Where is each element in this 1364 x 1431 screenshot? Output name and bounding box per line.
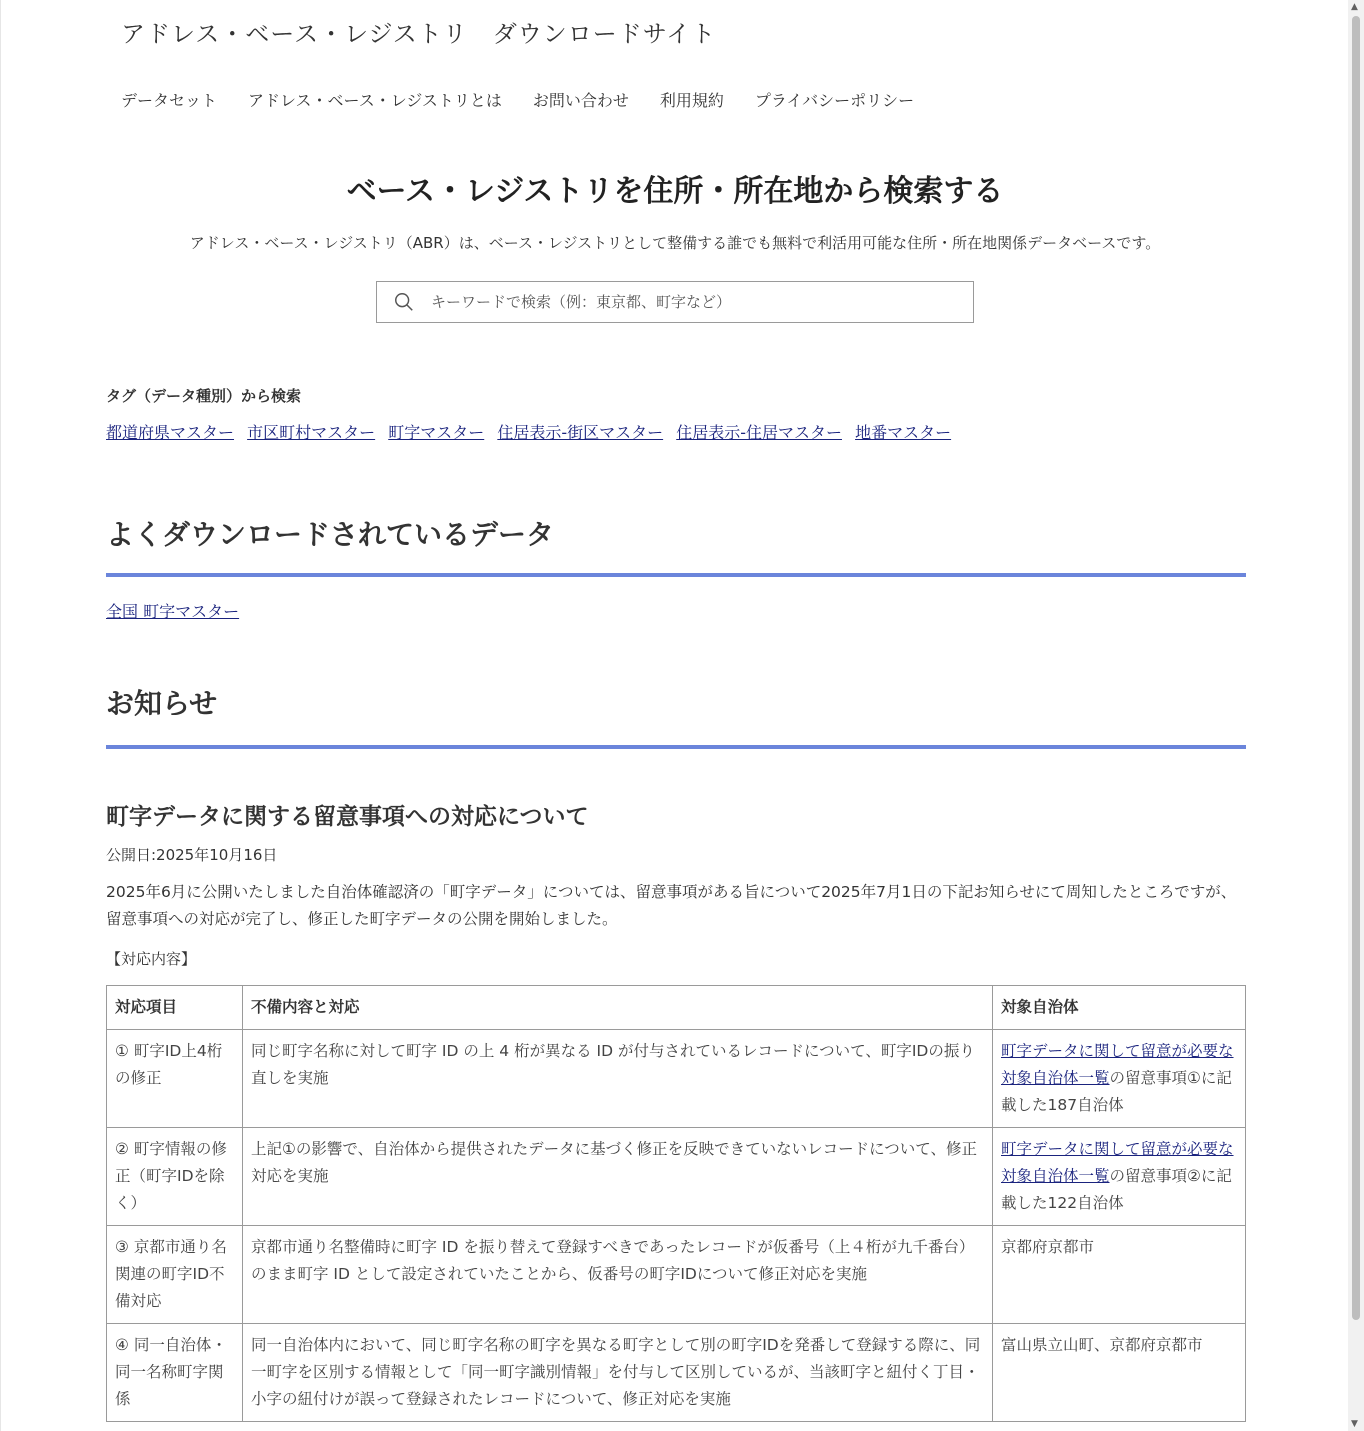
target-list-link[interactable]: 町字データに関して留意が必要な対象自治体一覧 [1001, 1042, 1234, 1087]
table-header: 対象自治体 [993, 986, 1246, 1030]
table-row [107, 1226, 1246, 1324]
search-box[interactable] [376, 281, 974, 323]
hero-title: ベース・レジストリを住所・所在地から検索する [346, 174, 1004, 209]
vertical-scrollbar[interactable] [1348, 0, 1364, 1431]
target-text: の留意事項②に記載した122自治体 [1001, 1167, 1232, 1212]
table-cell-content: 同一自治体内において、同じ町字名称の町字を異なる町字として別の町字IDを発番して登録する際に、同一町字を区別する情報として「同一町字識別情報」を付与して区別しているが、当該町字と紐付く丁目・小字の紐付けが誤って登録されたレコードについて、修正対応を実施 [243, 1324, 993, 1422]
table-cell-item: ③ 京都市通り名関連の町字ID不備対応 [107, 1226, 243, 1324]
scroll-up-arrow-icon[interactable]: ▲ [1351, 2, 1358, 12]
target-text: の留意事項①に記載した187自治体 [1001, 1069, 1232, 1114]
popular-heading: よくダウンロードされているデータ [106, 518, 555, 551]
news-article-date: 公開日:2025年10月16日 [106, 846, 278, 864]
table-cell-content: 同じ町字名称に対して町字 ID の上 4 桁が異なる ID が付与されているレコードについて、町字IDの振り直しを実施 [243, 1030, 993, 1128]
table-cell-item: ② 町字情報の修正（町字IDを除く） [107, 1128, 243, 1226]
nav-item-contact[interactable]: お問い合わせ [532, 91, 629, 110]
table-header: 対応項目 [107, 986, 243, 1030]
tag-link-parcel[interactable]: 地番マスター [855, 423, 952, 442]
site-title[interactable]: アドレス・ベース・レジストリ ダウンロードサイト [121, 20, 717, 48]
search-input[interactable] [429, 292, 953, 312]
tag-link-prefecture[interactable]: 都道府県マスター [106, 423, 235, 442]
nav-item-privacy[interactable]: プライバシーポリシー [754, 91, 915, 110]
table-cell-target: 京都府京都市 [993, 1226, 1246, 1324]
tag-link-residence[interactable]: 住居表示-住居マスター [676, 423, 842, 442]
target-list-link[interactable]: 町字データに関して留意が必要な対象自治体一覧 [1001, 1140, 1234, 1185]
table-cell-target: 富山県立山町、京都府京都市 [993, 1324, 1246, 1422]
scroll-down-arrow-icon[interactable]: ▼ [1351, 1419, 1358, 1429]
section-divider [106, 745, 1246, 749]
table-header: 不備内容と対応 [243, 986, 993, 1030]
correction-table [106, 985, 1246, 1422]
global-nav [121, 88, 945, 111]
news-article-body: 2025年6月に公開いたしました自治体確認済の「町字データ」については、留意事項がある旨について2025年7月1日の下記お知らせにて周知したところですが、留意事項への対応が完了し、修正した町字データの公開を開始しました。 [106, 883, 1237, 928]
nav-item-about[interactable]: アドレス・ベース・レジストリとは [248, 91, 502, 110]
table-cell-target [993, 1030, 1246, 1128]
search-icon [393, 291, 415, 313]
scrollbar-thumb[interactable] [1352, 16, 1360, 1320]
hero-description: アドレス・ベース・レジストリ（ABR）は、ベース・レジストリとして整備する誰でも無料で利活用可能な住所・所在地関係データベースです。 [189, 234, 1161, 252]
tag-link-municipality[interactable]: 市区町村マスター [247, 423, 376, 442]
news-heading: お知らせ [106, 687, 218, 720]
table-cell-content: 上記①の影響で、自治体から提供されたデータに基づく修正を反映できていないレコードについて、修正対応を実施 [243, 1128, 993, 1226]
news-article-label: 【対応内容】 [106, 950, 197, 968]
nav-item-terms[interactable]: 利用規約 [659, 91, 724, 110]
news-article-title: 町字データに関する留意事項への対応について [106, 804, 589, 830]
table-row [107, 1128, 1246, 1226]
nav-item-datasets[interactable]: データセット [121, 91, 218, 110]
popular-data-link[interactable]: 全国 町字マスター [106, 602, 240, 621]
table-cell-item: ④ 同一自治体・同一名称町字関係 [107, 1324, 243, 1422]
table-cell-content: 京都市通り名整備時に町字 ID を振り替えて登録すべきであったレコードが仮番号（上４桁が九千番台）のまま町字 ID として設定されていたことから、仮番号の町字IDについて修正対応を実施 [243, 1226, 993, 1324]
table-cell-target [993, 1128, 1246, 1226]
table-cell-item: ① 町字ID上4桁の修正 [107, 1030, 243, 1128]
tag-search-title: タグ（データ種別）から検索 [106, 387, 302, 405]
tag-list [106, 420, 959, 443]
tag-link-town[interactable]: 町字マスター [388, 423, 485, 442]
table-row [107, 1324, 1246, 1422]
section-divider [106, 573, 1246, 577]
table-row [107, 1030, 1246, 1128]
table-header-row [107, 986, 1246, 1030]
tag-link-block[interactable]: 住居表示-街区マスター [497, 423, 664, 442]
